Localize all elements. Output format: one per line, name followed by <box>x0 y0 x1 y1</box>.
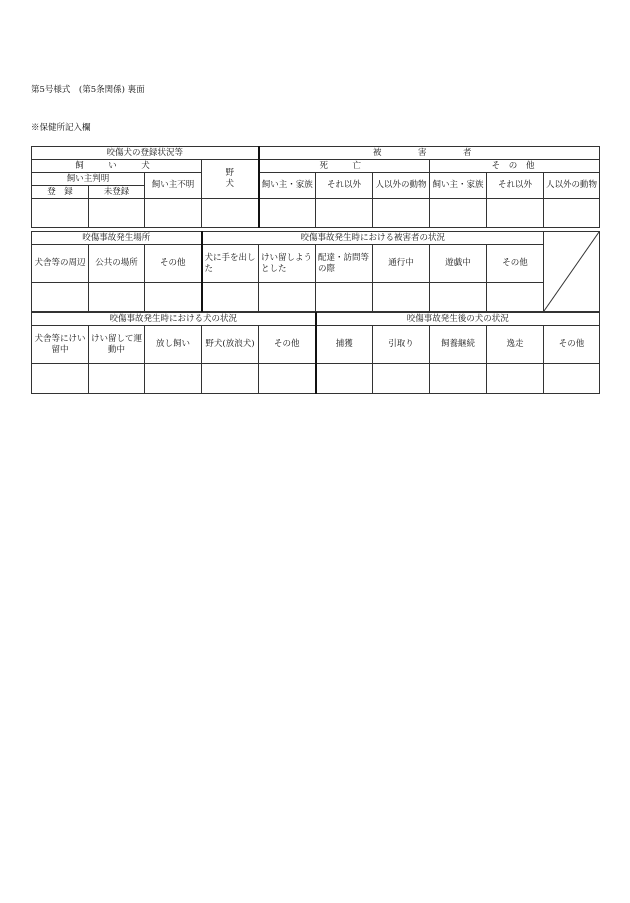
dog-walking: けい留して運動中 <box>89 326 145 364</box>
entry-cell[interactable] <box>373 199 430 228</box>
entry-cell[interactable] <box>259 199 316 228</box>
entry-cell[interactable] <box>145 364 202 394</box>
entry-cell[interactable] <box>202 283 259 312</box>
entry-cell[interactable] <box>316 199 373 228</box>
other-animals: 人以外の動物 <box>544 173 600 199</box>
location-header: 咬傷事故発生場所 <box>32 232 202 245</box>
entry-cell[interactable] <box>487 364 544 394</box>
dog-tied: 犬舎等にけい留中 <box>32 326 89 364</box>
location-public: 公共の場所 <box>89 245 145 283</box>
dog-other: その他 <box>259 326 316 364</box>
health-center-entry-note: ※保健所記入欄 <box>31 123 91 133</box>
other-owner-family: 飼い主・家族 <box>430 173 487 199</box>
entry-cell[interactable] <box>32 283 89 312</box>
entry-cell[interactable] <box>89 199 145 228</box>
entry-cell[interactable] <box>430 364 487 394</box>
entry-cell[interactable] <box>316 283 373 312</box>
after-status-header: 咬傷事故発生後の犬の状況 <box>316 313 600 326</box>
location-kennel: 犬舎等の周辺 <box>32 245 89 283</box>
death-non-owner: それ以外 <box>316 173 373 199</box>
registration-entry-row <box>32 199 600 228</box>
stray-dog-header: 野犬 <box>202 160 259 199</box>
owner-unknown-header: 飼い主不明 <box>145 173 202 199</box>
location-entry-row <box>32 283 600 312</box>
entry-cell[interactable] <box>373 364 430 394</box>
entry-cell[interactable] <box>487 199 544 228</box>
location-other: その他 <box>145 245 202 283</box>
dog-status-header: 咬傷事故発生時における犬の状況 <box>32 313 316 326</box>
other-non-owner: それ以外 <box>487 173 544 199</box>
after-captured: 捕獲 <box>316 326 373 364</box>
entry-cell[interactable] <box>487 283 544 312</box>
entry-cell[interactable] <box>89 283 145 312</box>
registration-victim-table <box>31 146 600 228</box>
entry-cell[interactable] <box>259 364 316 394</box>
entry-cell[interactable] <box>544 364 600 394</box>
entry-cell[interactable] <box>373 283 430 312</box>
form-number-title: 第5号様式 (第5条関係) 裏面 <box>31 85 145 95</box>
situation-playing: 遊戯中 <box>430 245 487 283</box>
situation-delivery: 配達・訪問等の際 <box>316 245 373 283</box>
dog-loose: 放し飼い <box>145 326 202 364</box>
after-other: その他 <box>544 326 600 364</box>
registration-status-header: 咬傷犬の登録状況等 <box>32 147 259 160</box>
after-taken: 引取り <box>373 326 430 364</box>
entry-cell[interactable] <box>202 364 259 394</box>
dog-status-entry-row <box>32 364 600 394</box>
entry-cell[interactable] <box>32 364 89 394</box>
situation-reached-out: 犬に手を出した <box>202 245 259 283</box>
owner-known-header: 飼い主判明 <box>32 173 145 186</box>
kept-dog-header: 飼 い 犬 <box>32 160 202 173</box>
entry-cell[interactable] <box>145 199 202 228</box>
other-victim-header: そ の 他 <box>430 160 600 173</box>
entry-cell[interactable] <box>430 199 487 228</box>
entry-cell[interactable] <box>316 364 373 394</box>
entry-cell[interactable] <box>145 283 202 312</box>
situation-passing: 通行中 <box>373 245 430 283</box>
unregistered-header: 未登録 <box>89 186 145 199</box>
after-continued: 飼養継続 <box>430 326 487 364</box>
death-animals: 人以外の動物 <box>373 173 430 199</box>
after-escaped: 逸走 <box>487 326 544 364</box>
entry-cell[interactable] <box>89 364 145 394</box>
entry-cell[interactable] <box>430 283 487 312</box>
situation-other: その他 <box>487 245 544 283</box>
entry-cell[interactable] <box>32 199 89 228</box>
death-header: 死 亡 <box>259 160 430 173</box>
entry-cell[interactable] <box>202 199 259 228</box>
entry-cell[interactable] <box>259 283 316 312</box>
registered-header: 登 録 <box>32 186 89 199</box>
death-owner-family: 飼い主・家族 <box>259 173 316 199</box>
situation-tried-restrain: けい留しようとした <box>259 245 316 283</box>
location-situation-table <box>31 231 600 312</box>
dog-stray: 野犬(放浪犬) <box>202 326 259 364</box>
victim-header: 被 害 者 <box>259 147 600 160</box>
diagonal-void-cell <box>544 232 600 312</box>
dog-status-table <box>31 312 600 394</box>
diagonal-line <box>544 232 599 311</box>
victim-situation-header: 咬傷事故発生時における被害者の状況 <box>202 232 544 245</box>
entry-cell[interactable] <box>544 199 600 228</box>
